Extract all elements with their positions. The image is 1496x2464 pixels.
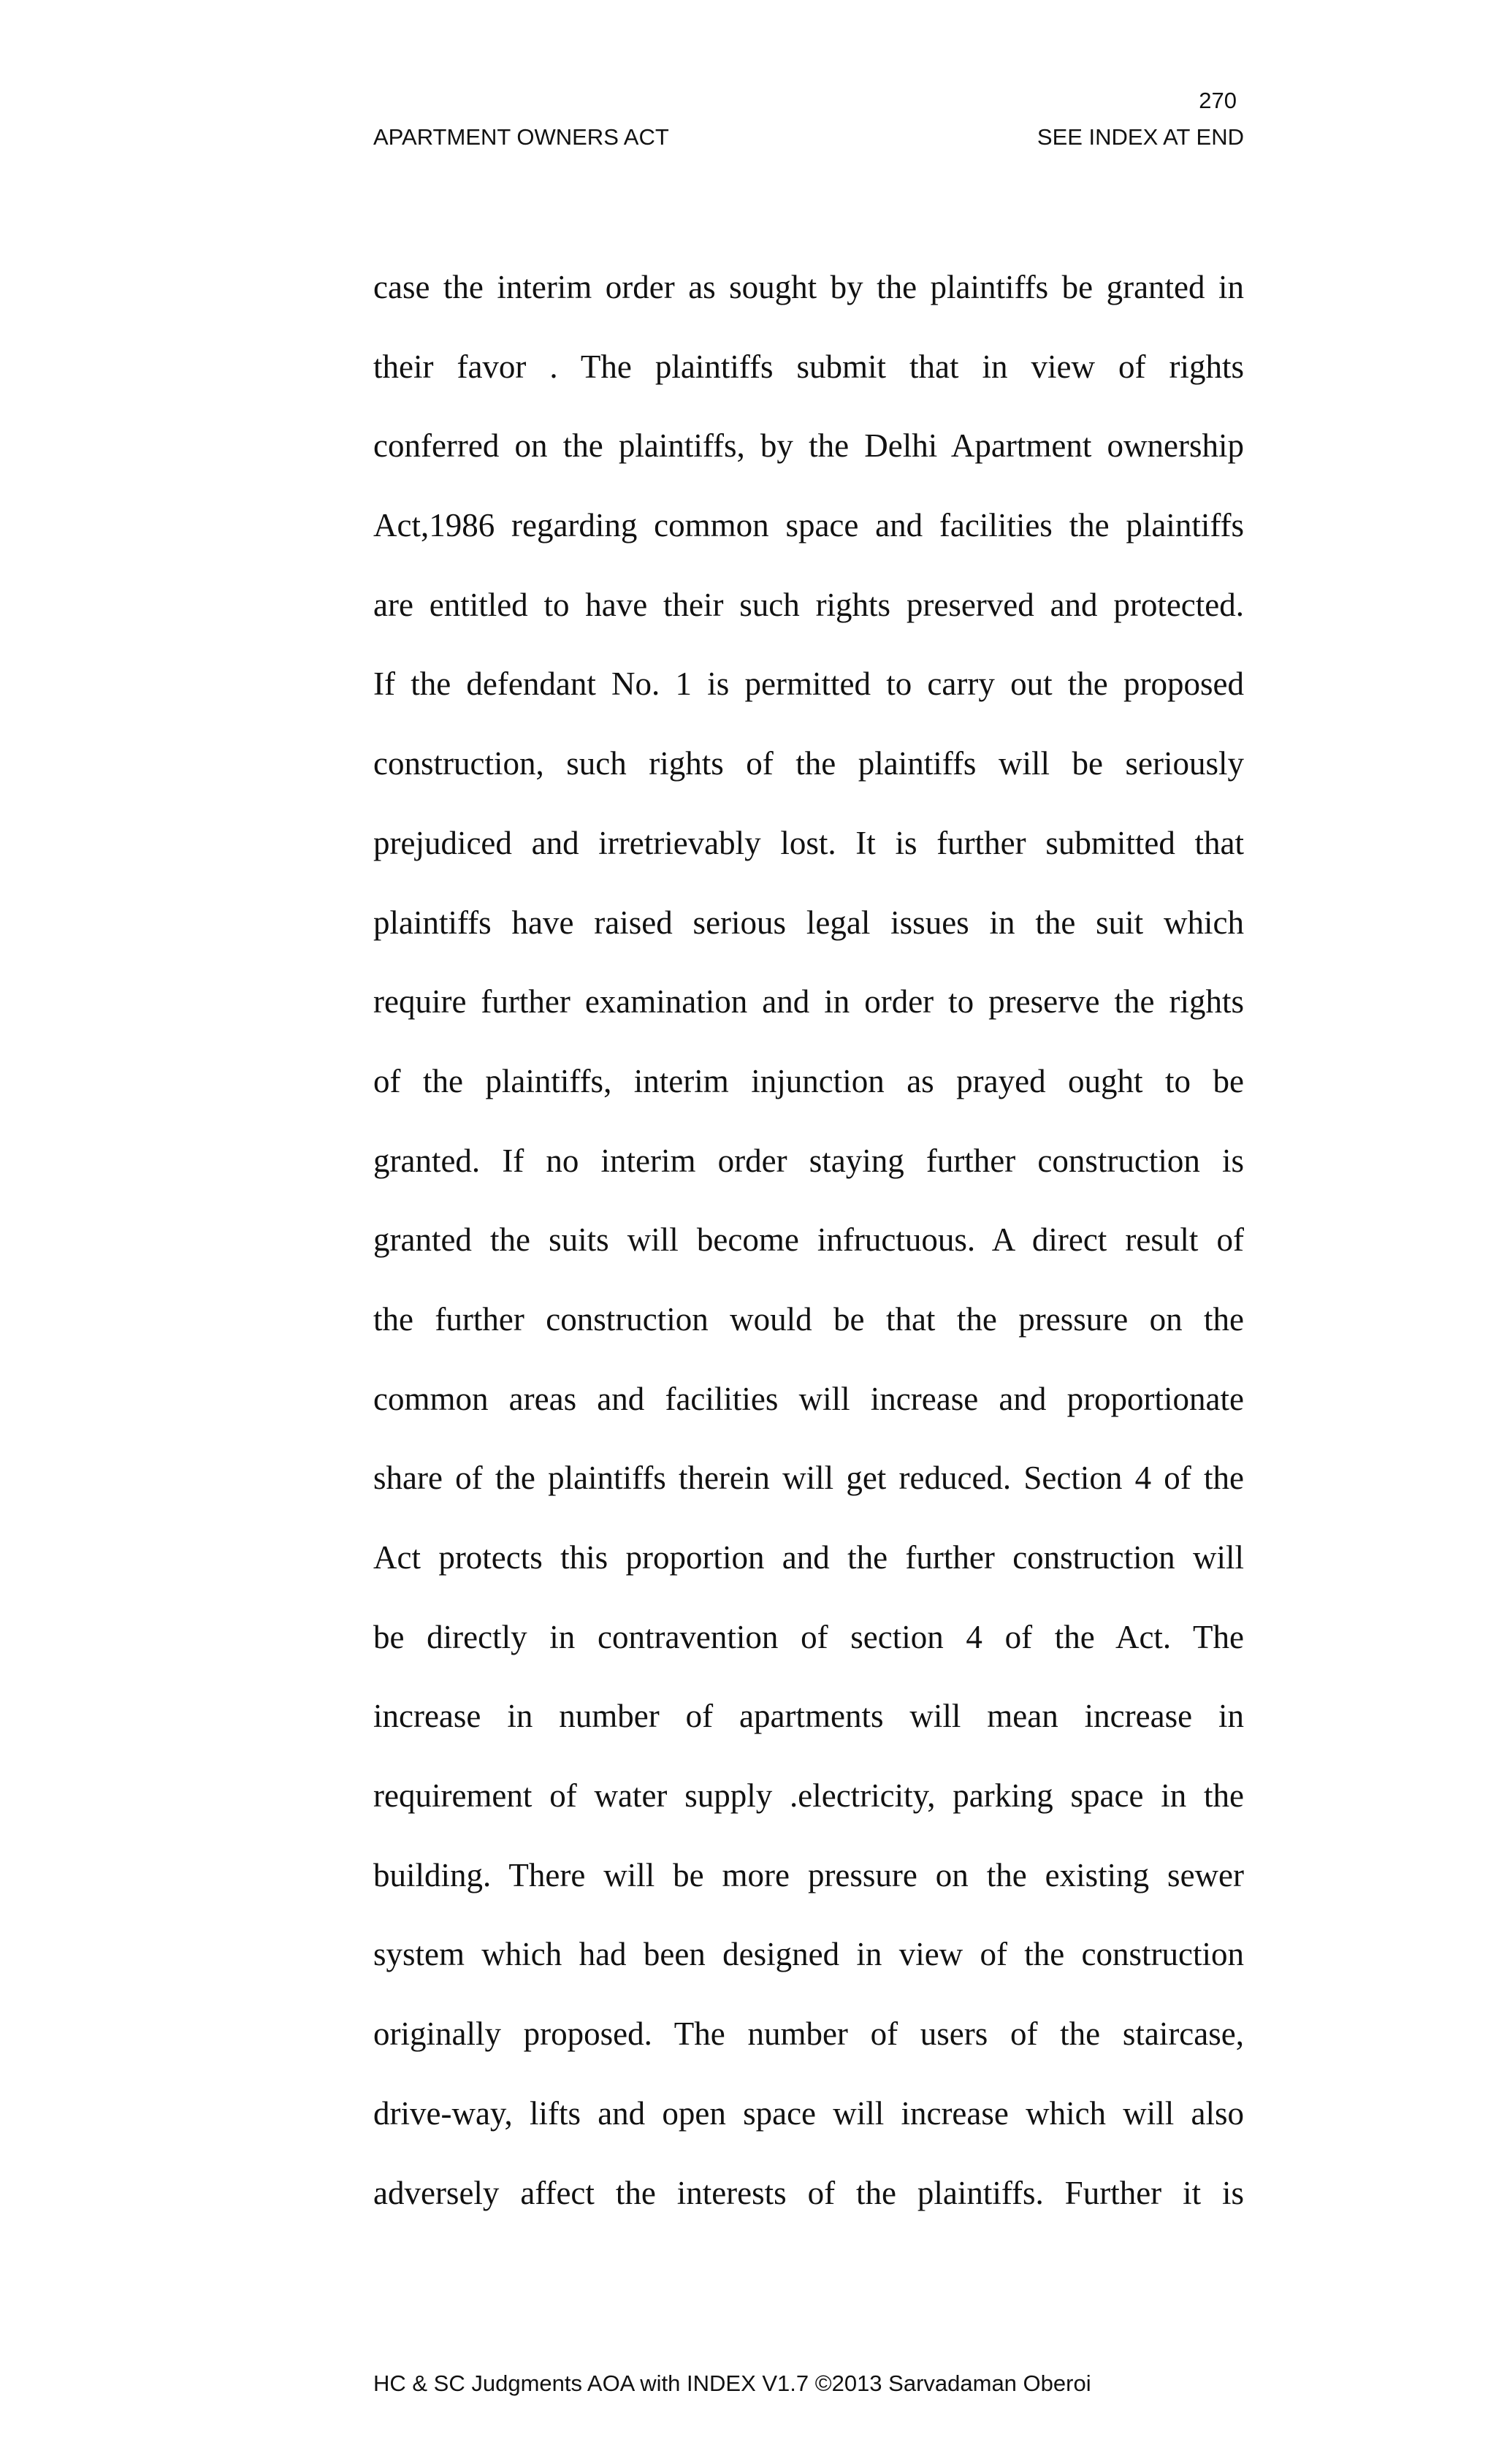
text-line: adversely affect the interests of the plaintiffs. Further it is <box>373 2174 1244 2211</box>
text-line: granted the suits will become infructuous. A direct result of <box>373 1221 1244 1259</box>
text-line: require further examination and in order to preserve the rights <box>373 983 1244 1021</box>
text-line: drive-way, lifts and open space will increase which will also <box>373 2094 1244 2132</box>
text-line: conferred on the plaintiffs, by the Delhi Apartment ownership <box>373 427 1244 465</box>
text-line: construction, such rights of the plaintiffs will be seriously <box>373 745 1244 782</box>
text-line: increase in number of apartments will mean increase in <box>373 1698 1244 1735</box>
footer-credit: HC & SC Judgments AOA with INDEX V1.7 ©2013 Sarvadaman Oberoi <box>373 2370 1091 2396</box>
text-line: common areas and facilities will increase and proportionate <box>373 1380 1244 1417</box>
text-line: are entitled to have their such rights preserved and protected. <box>373 586 1244 623</box>
text-line: the further construction would be that the pressure on the <box>373 1300 1244 1338</box>
text-line: prejudiced and irretrievably lost. It is further submitted that <box>373 824 1244 861</box>
text-line: granted. If no interim order staying further construction is <box>373 1142 1244 1179</box>
text-line: be directly in contravention of section 4 of the Act. The <box>373 1618 1244 1655</box>
text-line: of the plaintiffs, interim injunction as prayed ought to be <box>373 1062 1244 1099</box>
text-line: requirement of water supply .electricity, parking space in the <box>373 1777 1244 1815</box>
page-number: 270 <box>1199 88 1237 113</box>
text-line: share of the plaintiffs therein will get reduced. Section 4 of the <box>373 1460 1244 1497</box>
text-line: their favor . The plaintiffs submit that in view of rights <box>373 348 1244 385</box>
text-line: Act,1986 regarding common space and facilities the plaintiffs <box>373 507 1244 544</box>
text-line: Act protects this proportion and the further construction will <box>373 1539 1244 1576</box>
text-line: case the interim order as sought by the plaintiffs be granted in <box>373 269 1244 305</box>
text-line: building. There will be more pressure on the existing sewer <box>373 1856 1244 1893</box>
text-line: system which had been designed in view of the construction <box>373 1936 1244 1973</box>
text-line: If the defendant No. 1 is permitted to carry out the proposed <box>373 665 1244 703</box>
running-header-index-note: SEE INDEX AT END <box>1037 124 1244 150</box>
text-line: originally proposed. The number of users of the staircase, <box>373 2015 1244 2053</box>
body-text <box>373 262 1244 2246</box>
running-header-title: APARTMENT OWNERS ACT <box>373 124 669 150</box>
text-line: plaintiffs have raised serious legal issues in the suit which <box>373 904 1244 941</box>
